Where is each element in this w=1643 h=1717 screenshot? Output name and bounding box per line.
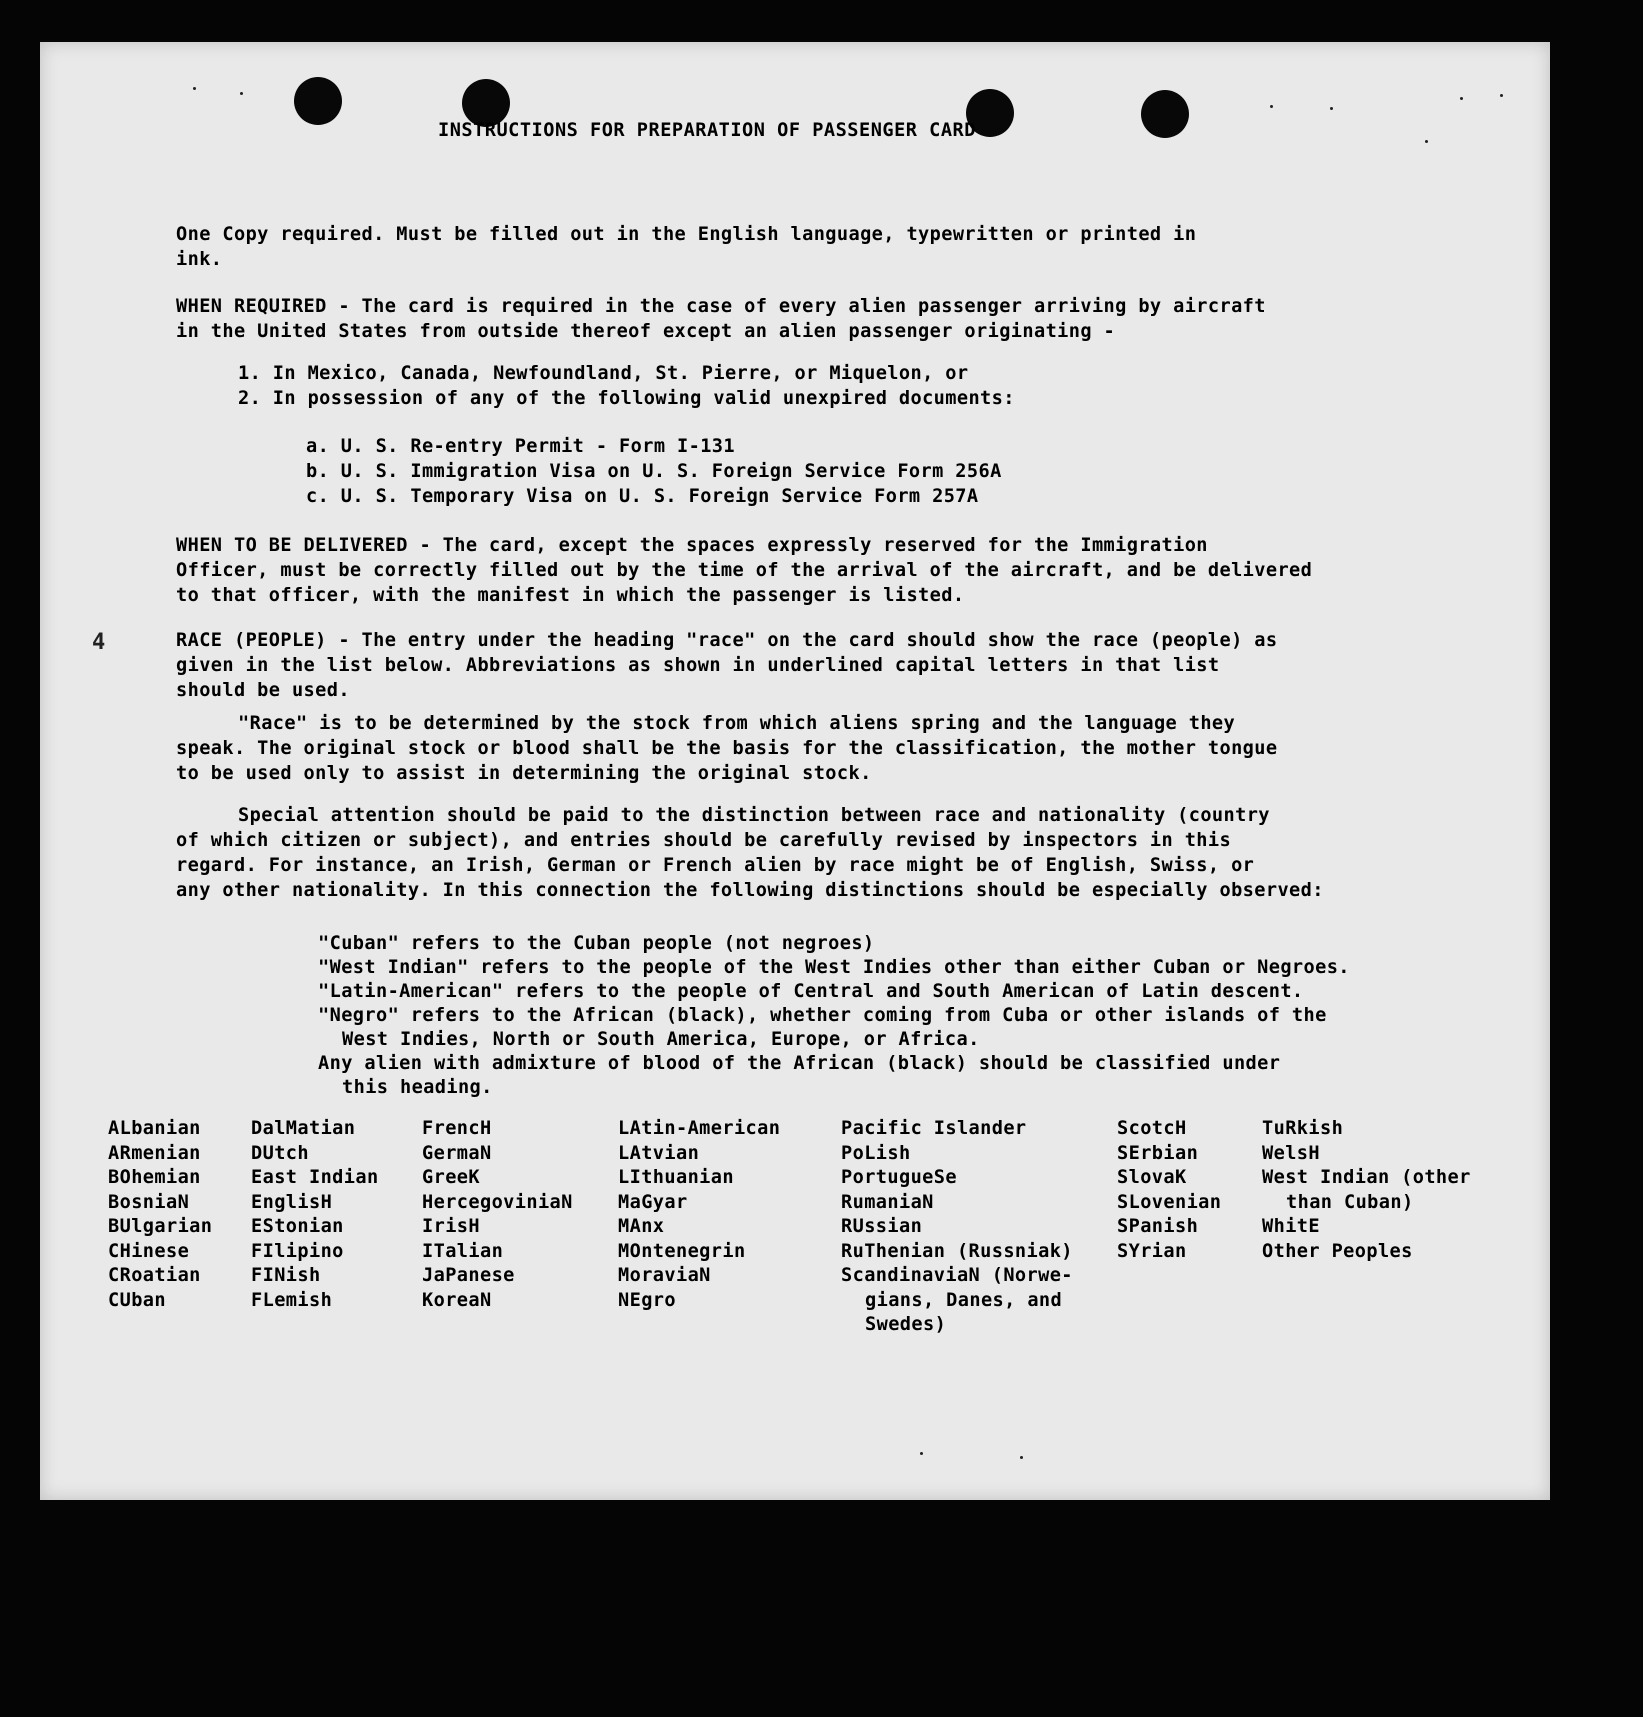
race-entry: RUssian: [841, 1216, 923, 1237]
race-entry: SlovaK: [1117, 1167, 1187, 1188]
distinctions-list: [318, 932, 1350, 1100]
text-line: WHEN REQUIRED - The card is required in the case of every alien passenger arriving by aircraft: [176, 296, 1266, 317]
race-entry: WhitE: [1262, 1216, 1320, 1237]
punch-hole: [1141, 90, 1189, 138]
race-column-5: [841, 1117, 1073, 1338]
race-entry: East Indian: [251, 1167, 379, 1188]
race-entry: ALbanian: [108, 1118, 201, 1139]
list-item: 2. In possession of any of the following valid unexpired documents:: [238, 388, 1015, 409]
text-line: to that officer, with the manifest in which the passenger is listed.: [176, 585, 965, 606]
text-line: One Copy required. Must be filled out in the English language, typewritten or printed in: [176, 224, 1197, 245]
race-entry: GermaN: [422, 1142, 492, 1164]
race-entry: than Cuban): [1286, 1191, 1414, 1213]
race-entry: West Indian (other: [1262, 1167, 1471, 1188]
text-line: in the United States from outside thereof except an alien passenger originating -: [176, 321, 1116, 342]
when-delivered-paragraph: [176, 533, 1312, 608]
race-entry: FLemish: [251, 1289, 333, 1311]
race-entry: ARmenian: [108, 1142, 201, 1164]
race-entry: PoLish: [841, 1142, 911, 1164]
race-column-6: [1117, 1117, 1221, 1264]
race-column-3: [422, 1117, 573, 1313]
race-entry: MAnx: [618, 1216, 665, 1237]
text-line: Any alien with admixture of blood of the African (black) should be classified under: [318, 1053, 1281, 1074]
race-entry: DalMatian: [251, 1118, 356, 1139]
race-entry: RuThenian (Russniak): [841, 1240, 1073, 1262]
list-item: 1. In Mexico, Canada, Newfoundland, St. Pierre, or Miquelon, or: [238, 363, 969, 384]
speck: [920, 1452, 923, 1455]
text-line: to be used only to assist in determining the original stock.: [176, 763, 872, 784]
race-entry: CUban: [108, 1289, 166, 1311]
race-entry: MaGyar: [618, 1191, 688, 1213]
race-entry: TuRkish: [1262, 1118, 1344, 1139]
race-entry: JaPanese: [422, 1265, 515, 1286]
race-entry: LAtvian: [618, 1142, 700, 1164]
text-line: RACE (PEOPLE) - The entry under the heading "race" on the card should show the race (people) as: [176, 630, 1278, 651]
race-entry: GreeK: [422, 1167, 480, 1188]
speck: [193, 87, 196, 90]
race-entry: CRoatian: [108, 1265, 201, 1286]
margin-mark: 4: [92, 630, 106, 655]
race-entry: BUlgarian: [108, 1216, 213, 1237]
speck: [240, 92, 243, 95]
race-definition-paragraph: [176, 711, 1277, 786]
race-entry: SErbian: [1117, 1142, 1199, 1164]
race-entry: NEgro: [618, 1289, 676, 1311]
text-line: "Latin-American" refers to the people of Central and South American of Latin descent.: [318, 981, 1304, 1002]
text-line: West Indies, North or South America, Europe, or Africa.: [342, 1029, 980, 1050]
race-entry: EnglisH: [251, 1191, 333, 1213]
speck: [1425, 140, 1428, 143]
race-entry: SLovenian: [1117, 1191, 1222, 1213]
race-entry: CHinese: [108, 1240, 190, 1262]
race-entry: RumaniaN: [841, 1191, 934, 1213]
race-entry: Other Peoples: [1262, 1240, 1413, 1262]
race-entry: LIthuanian: [618, 1167, 734, 1188]
race-entry: BosniaN: [108, 1191, 190, 1213]
conditions-list: [238, 361, 1015, 411]
race-entry: FINish: [251, 1265, 321, 1286]
text-line: ink.: [176, 249, 223, 270]
text-line: Officer, must be correctly filled out by the time of the arrival of the aircraft, and be delivered: [176, 560, 1313, 581]
race-intro-paragraph: [176, 628, 1277, 703]
list-item: c. U. S. Temporary Visa on U. S. Foreign Service Form 257A: [306, 486, 979, 507]
speck: [1460, 97, 1463, 100]
list-item: a. U. S. Re-entry Permit - Form I-131: [306, 436, 735, 457]
race-column-7: [1262, 1117, 1471, 1264]
race-entry: WelsH: [1262, 1142, 1320, 1164]
when-required-paragraph: [176, 294, 1266, 344]
text-line: "Cuban" refers to the Cuban people (not negroes): [318, 933, 875, 954]
race-entry: ScandinaviaN (Norwe-: [841, 1265, 1073, 1286]
race-entry: IrisH: [422, 1216, 480, 1237]
text-line: "West Indian" refers to the people of the West Indies other than either Cuban or Negroes.: [318, 957, 1350, 978]
race-entry: PortugueSe: [841, 1167, 957, 1188]
race-entry: BOhemian: [108, 1167, 201, 1188]
race-entry: FrencH: [422, 1118, 492, 1139]
race-entry: Swedes): [865, 1314, 947, 1335]
race-entry: DUtch: [251, 1142, 309, 1164]
race-entry: EStonian: [251, 1216, 344, 1237]
text-line: "Negro" refers to the African (black), whether coming from Cuba or other islands of the: [318, 1005, 1327, 1026]
list-item: b. U. S. Immigration Visa on U. S. Foreign Service Form 256A: [306, 461, 1002, 482]
text-line: regard. For instance, an Irish, German or French alien by race might be of English, Swiss, or: [176, 855, 1255, 876]
race-entry: SPanish: [1117, 1216, 1199, 1237]
text-line: should be used.: [176, 680, 350, 701]
race-entry: ITalian: [422, 1240, 504, 1262]
race-entry: MoraviaN: [618, 1265, 711, 1286]
race-entry: MOntenegrin: [618, 1240, 746, 1262]
race-entry: gians, Danes, and: [865, 1289, 1063, 1311]
text-line: given in the list below. Abbreviations as shown in underlined capital letters in that list: [176, 655, 1220, 676]
race-column-4: [618, 1117, 780, 1313]
race-column-2: [251, 1117, 379, 1313]
page-title: INSTRUCTIONS FOR PREPARATION OF PASSENGER CARD: [438, 120, 976, 141]
race-column-1: [108, 1117, 212, 1313]
punch-hole: [294, 77, 342, 125]
race-entry: LAtin-American: [618, 1118, 781, 1139]
race-entry: SYrian: [1117, 1240, 1187, 1262]
race-entry: FIlipino: [251, 1240, 344, 1262]
text-line: Special attention should be paid to the distinction between race and nationality (country: [238, 805, 1270, 826]
text-line: any other nationality. In this connection the following distinctions should be especially observed:: [176, 880, 1324, 901]
race-entry: Pacific Islander: [841, 1118, 1027, 1139]
speck: [1270, 105, 1273, 108]
text-line: speak. The original stock or blood shall be the basis for the classification, the mother tongue: [176, 738, 1278, 759]
race-entry: ScotcH: [1117, 1118, 1187, 1139]
speck: [1020, 1456, 1023, 1459]
race-entry: HercegoviniaN: [422, 1191, 573, 1213]
text-line: this heading.: [342, 1077, 493, 1098]
speck: [1500, 94, 1503, 97]
race-entry: KoreaN: [422, 1289, 492, 1311]
text-line: "Race" is to be determined by the stock from which aliens spring and the language they: [238, 713, 1236, 734]
text-line: WHEN TO BE DELIVERED - The card, except the spaces expressly reserved for the Immigration: [176, 535, 1208, 556]
intro-paragraph: [176, 222, 1196, 272]
speck: [1330, 107, 1333, 110]
documents-list: [306, 434, 1002, 509]
special-attention-paragraph: [176, 803, 1324, 903]
text-line: of which citizen or subject), and entries should be carefully revised by inspectors in this: [176, 830, 1232, 851]
